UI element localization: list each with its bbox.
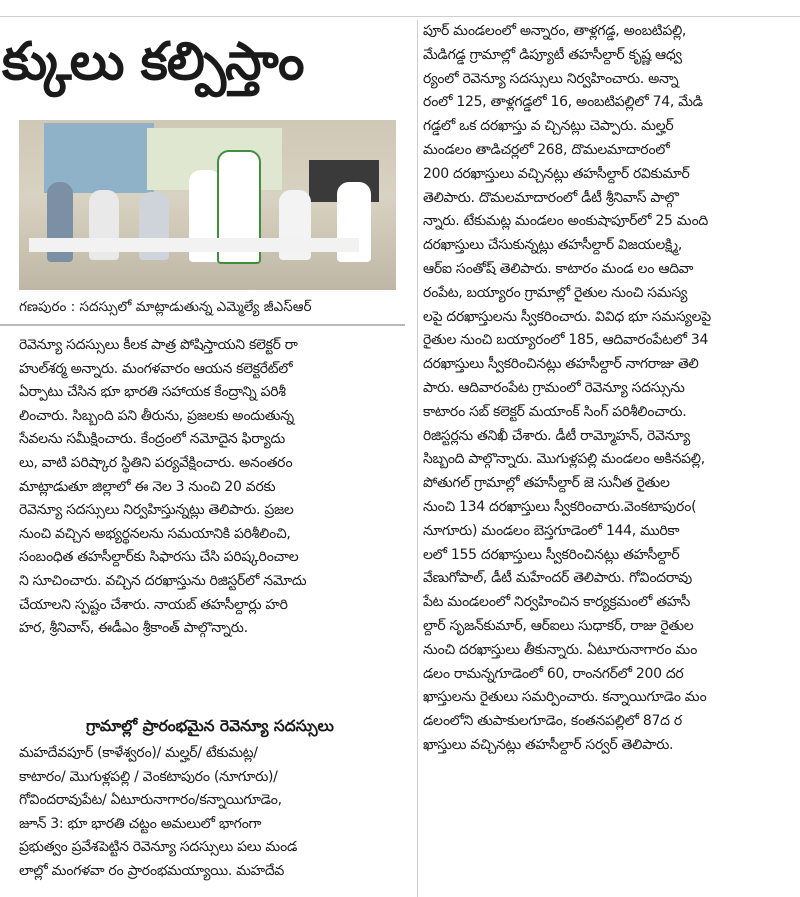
text-line: జూన్ 3: భూ భారతి చట్టం అమలులో భాగంగా (19, 815, 262, 832)
text-line: చేయాలని స్పష్టం చేశారు. నాయబ్ తహసీల్దార్లు హరి (19, 596, 288, 613)
article-body-right (423, 20, 798, 758)
text-line: ర్యంలో రెవెన్యూ సదస్సులు నిర్వహించారు. అన్నా (423, 70, 679, 87)
text-line: మేడిగడ్డ గ్రామాల్లో డిప్యూటీ తహసీల్దార్ కృష్ణ ఆధ్వ (423, 46, 682, 63)
news-photo (19, 120, 396, 290)
text-line: డలం రామన్నగూడెంలో 60, రాంనగర్‌లో 200 దర (423, 665, 684, 682)
text-line: ప్రభుత్వం ప్రవేశపెట్టిన రెవెన్యూ సదస్సులు పలు మండ (19, 839, 298, 856)
text-line: మండలం తాడిచర్లలో 268, దొమలమాదారంలో (423, 141, 670, 158)
text-line: ని సూచించారు. వచ్చిన దరఖాస్తును రిజిస్టర్‌లో నమోదు (19, 572, 307, 589)
text-line: హర, శ్రీనివాస్, ఈడీఎం శ్రీకాంత్ పాల్గొన్నారు. (19, 620, 248, 637)
text-line: ఆర్ఐ సంతోష్ తెలిపారు. కాటారం మండ లం ఆదివా (423, 260, 694, 277)
text-line: నూగూరు) మండలం బెస్తగూడెంలో 144, మురికా (423, 522, 680, 539)
text-line: కాటారం సబ్ కలెక్టర్ మయాంక్ సింగ్ పరిశీలించారు. (423, 403, 687, 420)
text-line: రంలో 125, తాళ్లగడ్డలో 16, అంబటిపల్లిలో 74, మేడి (423, 94, 703, 111)
text-line: న్నారు. టేకుమట్ల మండలం అంకుషాపూర్‌లో 25 మంది (423, 213, 708, 230)
text-line: 200 దరఖాస్తులు వచ్చినట్లు తహసీల్దార్ రవికుమార్ (423, 165, 690, 182)
text-line: మాట్లాడుతూ జిల్లాలో ఈ నెల 3 నుంచి 20 వరకు (19, 478, 276, 495)
text-line: డలంలోని తుపాకులగూడెం, కంతనపల్లిలో 87ద ర (423, 713, 682, 730)
text-line: రంపేట, బయ్యారం గ్రామాల్లో రైతుల నుంచి సమస్య (423, 284, 688, 301)
subheading: గ్రామాల్లో ప్రారంభమైన రెవెన్యూ సదస్సులు (86, 717, 334, 735)
text-line: పోతుగల్ గ్రామాల్లో తహసీల్దార్ జె సునీత రైతుల (423, 475, 670, 492)
text-line: గడ్డలో ఒక దరఖాస్తు వ చ్చినట్లు చెప్పారు. మల్హర్ (423, 118, 674, 135)
text-line: పూర్ మండలంలో అన్నారం, తాళ్లగడ్డ, అంబటిపల్లి, (423, 23, 687, 39)
caption-rule (0, 324, 405, 326)
text-line: నుంచి వచ్చిన అభ్యర్థనలను సమయానికి పరిశీలించి, (19, 525, 291, 542)
text-line: రెవెన్యూ సదస్సులు కీలక పాత్ర పోషిస్తాయని కలెక్టర్ రా (19, 337, 298, 353)
text-line: మహదేవపూర్ (కాళేశ్వరం)/ మల్హర్/ టేకుమట్ల/ (19, 745, 258, 761)
text-line: పేట మండలంలో నిర్వహించిన కార్యక్రమంలో తహసీ (423, 594, 691, 611)
text-line: తెలిపారు. దొమలమాదారంలో డీటీ శ్రీనివాస్ పాల్గొ (423, 189, 679, 206)
text-line: రిజిస్టర్లను తనిఖీ చేశారు. డీటీ రామ్మోహన్, రెవెన్యూ (423, 427, 691, 444)
text-line: పారు. ఆదివారంపేట గ్రామంలో రెవెన్యూ సదస్సును (423, 379, 685, 396)
text-line: లు, వాటి పరిష్కార స్థితిని పర్యవేక్షించారు. అనంతరం (19, 454, 293, 471)
text-line: కాటారం/ మొగుళ్లపల్లి / వెంకటాపురం (నూగూరు)/ (19, 768, 278, 785)
text-line: రెవెన్యూ సదస్సులు నిర్వహిస్తున్నట్లు తెలిపారు. ప్రజల (19, 502, 294, 519)
text-line: రైతుల నుంచి బయ్యారంలో 185, ఆదివారంపేటలో 34 (423, 332, 709, 349)
text-line: సేవలను సమీక్షించారు. కేంద్రంలో నమోదైన ఫిర్యాదు (19, 431, 285, 448)
text-line: ఖాస్తులను రైతులు సమర్పించారు. కన్నాయిగూడెం మం (423, 689, 707, 706)
text-line: లాల్లో మంగళవా రం ప్రారంభమయ్యాయి. మహదేవ (19, 862, 285, 879)
article-body-left (19, 334, 401, 641)
text-line: లలో 155 దరఖాస్తులు స్వీకరించినట్లు తహసీల్దార్ (423, 546, 680, 563)
text-line: దరఖాస్తులు స్వీకరించినట్లు తహసీల్దార్ నాగరాజు తెలి (423, 356, 699, 373)
text-line: నుంచి దరఖాస్తులు తీకున్నారు. ఏటూరునాగారం మం (423, 641, 698, 658)
right-column (417, 20, 800, 897)
left-column (0, 20, 405, 897)
text-line: దరఖాస్తులు చేసుకున్నట్లు తహసీల్దార్ విజయలక్ష్మి, (423, 237, 682, 254)
text-line: ఖాస్తులు వచ్చినట్లు తహసీల్దార్ సర్వర్ తెలిపారు. (423, 736, 674, 753)
photo-caption: గణపురం : సదస్సులో మాట్లాడుతున్న ఎమ్మెల్యే జీఎస్ఆర్ (19, 299, 312, 315)
text-line: సిబ్బంది పాల్గొన్నారు. మొగుళ్లపల్లి మండలం అకినపల్లి, (423, 451, 705, 468)
article-body-left-continued (19, 742, 401, 884)
text-line: సంబంధిత తహసీల్దార్‌కు సిఫారసు చేసి పరిష్కరించాల (19, 549, 299, 566)
text-line: ఏర్పాటు చేసిన భూ భారతి సహాయక కేంద్రాన్ని పరిశీ (19, 384, 286, 401)
text-line: గోవిందరావుపేట/ ఏటూరునాగారం/కన్నాయిగూడెం, (19, 792, 282, 809)
text-line: ల్దార్ సృజన్‌కుమార్, ఆర్ఐలు సుధాకర్, రాజు రైతుల (423, 617, 694, 634)
text-line: వేణుగోపాల్, డీటీ మహేందర్ తెలిపారు. గోవిందరావు (423, 570, 692, 587)
text-line: లించారు. సిబ్బంది పని తీరును, ప్రజలకు అందుతున్న (19, 407, 294, 424)
text-line: హుల్‌శర్మ అన్నారు. మంగళవారం ఆయన కలెక్టరేట్‌లో (19, 360, 293, 377)
text-line: లపై దరఖాస్తులను స్వీకరించారు. వివిధ భూ సమస్యలపై (423, 308, 711, 325)
top-rule (0, 0, 800, 17)
photo-table (29, 238, 359, 252)
headline: క్కులు కల్పిస్తాం (2, 32, 304, 92)
text-line: నుంచి 134 దరఖాస్తులు స్వీకరించారు.వెంకటాపురం( (423, 498, 697, 515)
